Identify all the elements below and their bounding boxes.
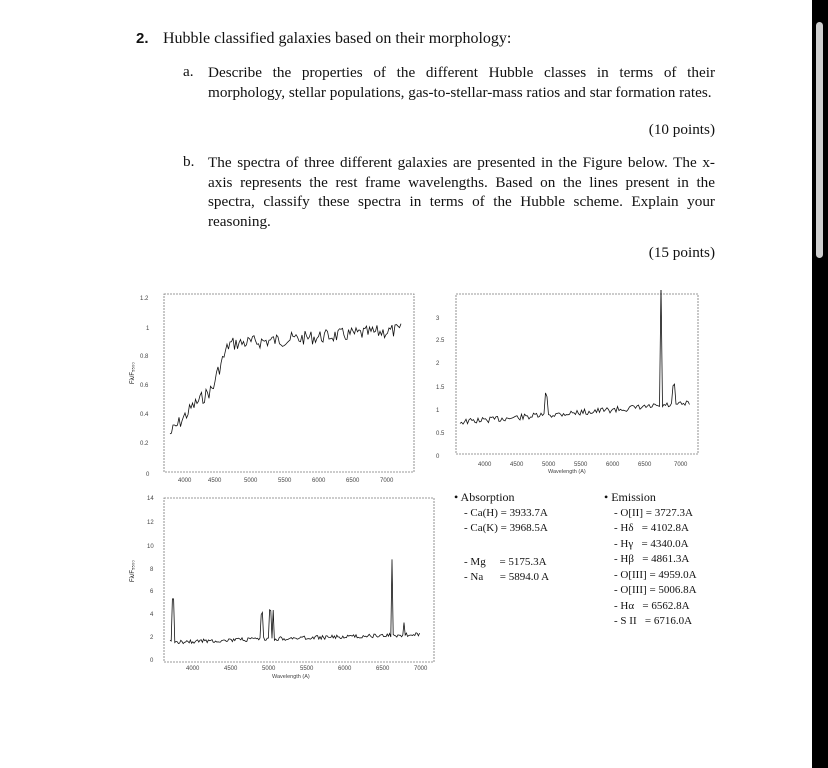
part-b-text: The spectra of three different galaxies are presented in the Figure below. The x-axis represents the rest frame wavelengths. Based on the lines present in the spectra, classify these spectra in terms of the Hubble scheme. Explain your reasoning. <box>208 154 715 230</box>
p2-xtick: 4500 <box>510 462 524 468</box>
panel-3-frame <box>164 498 434 662</box>
panel-1-frame <box>164 294 414 472</box>
line-value: = 4861.3A <box>642 553 690 565</box>
part-b-points: (15 points) <box>648 244 715 261</box>
line-name: - Ca(K) <box>464 522 498 534</box>
panel-1-ylabel: Fλ/F₅₅₀₀ <box>130 362 136 384</box>
p3-xtick: 7000 <box>414 666 428 672</box>
question-number: 2. <box>136 30 149 47</box>
line-name: - Ca(H) <box>464 506 498 519</box>
spectrum-panel-1 <box>120 284 420 489</box>
line-value: = 5175.3A <box>499 555 547 568</box>
panel-3-ylabel: Fλ/F₅₅₀₀ <box>130 560 136 582</box>
line-name: - O[III] <box>614 584 647 596</box>
p1-xtick: 5500 <box>278 478 292 484</box>
p1-xtick: 7000 <box>380 478 394 484</box>
list-item <box>454 570 584 586</box>
p3-xtick: 6000 <box>338 666 352 672</box>
line-value: = 3727.3A <box>645 506 693 519</box>
line-name: - O[III] <box>614 568 647 581</box>
part-a-points: (10 points) <box>648 121 715 138</box>
p3-ytick: 6 <box>150 589 154 595</box>
absorption-list <box>454 490 584 586</box>
panel-2-xlabel: Wavelength (A) <box>548 469 586 475</box>
line-name: - S II <box>614 615 637 627</box>
line-name: - O[II] <box>614 506 644 519</box>
p3-ytick: 2 <box>150 635 154 641</box>
line-value: = 3968.5A <box>500 522 548 534</box>
line-value: = 5006.8A <box>649 584 697 596</box>
p1-ytick: 0.2 <box>140 441 149 447</box>
p2-xtick: 6500 <box>638 462 652 468</box>
p1-ytick: 0.8 <box>140 354 149 360</box>
p2-xtick: 5000 <box>542 462 556 468</box>
spectrum-panel-3 <box>120 490 445 690</box>
list-item <box>604 552 724 568</box>
p2-xtick: 7000 <box>674 462 688 468</box>
list-item <box>604 537 724 553</box>
list-item <box>604 583 724 599</box>
spectrum-2-trace <box>460 290 690 424</box>
p3-xtick: 5500 <box>300 666 314 672</box>
list-item <box>454 555 584 571</box>
spectrum-panel-2 <box>428 290 708 480</box>
line-name: - Hδ <box>614 522 634 534</box>
p1-ytick: 1.2 <box>140 296 149 302</box>
emission-title-text: Emission <box>611 490 656 504</box>
p2-ytick: 2.5 <box>436 338 445 344</box>
p1-xtick: 5000 <box>244 478 258 484</box>
p1-xtick: 4500 <box>208 478 222 484</box>
p2-ytick: 1 <box>436 408 440 414</box>
p3-xtick: 4500 <box>224 666 238 672</box>
scrollbar[interactable] <box>816 22 823 258</box>
p1-ytick: 0.6 <box>140 383 149 389</box>
p3-xtick: 4000 <box>186 666 200 672</box>
p2-xtick: 4000 <box>478 462 492 468</box>
line-value: = 4102.8A <box>641 522 689 534</box>
line-name: - Mg <box>464 555 486 568</box>
p3-ytick: 12 <box>147 520 154 526</box>
p1-xtick: 6500 <box>346 478 360 484</box>
question-text: Hubble classified galaxies based on their morphology: <box>163 30 512 47</box>
list-item <box>604 521 724 537</box>
p3-xtick: 5000 <box>262 666 276 672</box>
list-item <box>454 521 584 537</box>
spectrum-3-trace <box>170 559 420 643</box>
p1-xtick: 6000 <box>312 478 326 484</box>
p2-ytick: 2 <box>436 361 440 367</box>
p3-ytick: 14 <box>147 496 154 502</box>
p2-ytick: 1.5 <box>436 385 445 391</box>
list-item <box>604 506 724 522</box>
absorption-title-text: Absorption <box>460 490 515 504</box>
p3-xtick: 6500 <box>376 666 390 672</box>
line-value: = 6562.8A <box>642 599 690 612</box>
p2-ytick: 3 <box>436 316 440 322</box>
list-item <box>604 614 724 630</box>
part-a-letter: a. <box>183 63 194 80</box>
line-name: - Na <box>464 571 484 583</box>
p3-ytick: 0 <box>150 658 154 664</box>
p1-ytick: 1 <box>146 326 150 332</box>
p1-ytick: 0.4 <box>140 412 149 418</box>
p3-ytick: 10 <box>147 544 154 550</box>
line-value: = 6716.0A <box>644 615 693 627</box>
emission-title: • Emission <box>604 490 656 504</box>
line-name: - Hα <box>614 599 635 612</box>
part-b-letter: b. <box>183 153 195 170</box>
list-item <box>604 599 724 615</box>
list-item <box>604 568 724 584</box>
panel-3-xlabel: Wavelength (A) <box>272 674 310 680</box>
p1-xtick: 4000 <box>178 478 192 484</box>
line-value: = 5894.0 A <box>499 571 550 583</box>
absorption-title: • Absorption <box>454 490 515 504</box>
spectrum-1-trace <box>170 324 401 434</box>
line-name: - Hγ <box>614 537 634 550</box>
line-name: - Hβ <box>614 553 634 565</box>
p2-xtick: 5500 <box>574 462 588 468</box>
p2-ytick: 0.5 <box>436 431 445 437</box>
part-a-text: Describe the properties of the different Hubble classes in terms of their morphology, stellar populations, gas-to-stellar-mass ratios and star formation rates. <box>208 64 715 101</box>
line-value: = 4959.0A <box>649 568 697 581</box>
list-item <box>454 506 584 522</box>
p2-ytick: 0 <box>436 454 440 460</box>
p3-ytick: 8 <box>150 567 154 573</box>
p2-xtick: 6000 <box>606 462 620 468</box>
p1-ytick: 0 <box>146 472 150 478</box>
p3-ytick: 4 <box>150 612 154 618</box>
line-value: = 4340.0A <box>641 537 689 550</box>
emission-list <box>604 490 724 630</box>
line-value: = 3933.7A <box>500 506 548 519</box>
